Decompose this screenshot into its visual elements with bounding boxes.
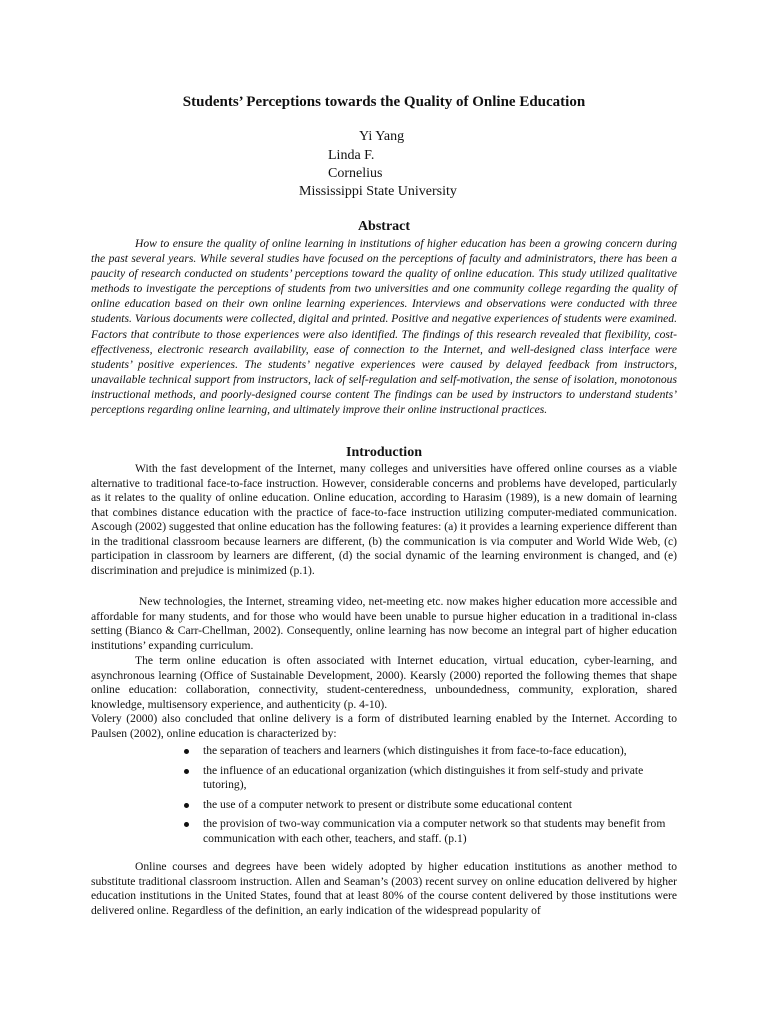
intro-paragraph-4: Volery (2000) also concluded that online delivery is a form of distributed learning enabled by the Internet. According to Paulsen (2002), online education is characterized by:: [91, 712, 677, 740]
author-name-2: Linda F.: [328, 148, 375, 163]
intro-paragraph-5: Online courses and degrees have been widely adopted by higher education institutions as another method to substitute traditional classroom instruction. Allen and Seaman’s (2003) recent survey on online education delivered by higher education institutions in the United States, found that at least 80% of the course content delivered by those institutions were delivered online. Regardless of the definition, an early indication of the widespread popularity of: [91, 860, 677, 917]
introduction-heading: Introduction: [346, 445, 422, 460]
bullet-icon: [184, 822, 189, 827]
list-item-text: the influence of an educational organization (which distinguishes it from self-study and private tutoring),: [203, 763, 644, 791]
bullet-icon: [184, 769, 189, 774]
intro-paragraph-1: With the fast development of the Internet, many colleges and universities have offered online courses as a viable alternative to traditional face-to-face instruction. However, considerable concerns and problems have developed, particularly as it relates to the quality of online education. Online education, according to Harasim (1989), is a new domain of learning that combines distance education with the practice of face-to-face instruction utilizing computer-mediated communication. Ascough (2002) suggested that online education has the following features: (a) it provides a learning experience different than in the traditional classroom because learners are different, (b) the communication is via computer and World Wide Web, (c) participation in classroom by learners are different, (d) the social dynamic of the learning environment is changed, and (e) discrimination and prejudice is minimized (p.1).: [91, 462, 677, 577]
list-item: [181, 817, 681, 846]
list-item: [181, 798, 681, 813]
abstract-heading: Abstract: [357, 219, 411, 234]
list-item-text: the use of a computer network to present or distribute some educational content: [203, 797, 572, 811]
author-affiliation: Mississippi State University: [299, 184, 457, 199]
list-item: [181, 764, 681, 793]
list-item-text: the provision of two-way communication via a computer network so that students may benefit from communication with each other, teachers, and staff. (p.1): [203, 817, 666, 845]
paper-title: Students’ Perceptions towards the Quality of Online Education: [182, 94, 586, 110]
list-item-text: the separation of teachers and learners (which distinguishes it from face-to-face education),: [203, 744, 627, 757]
characteristics-list: [181, 744, 681, 851]
intro-paragraph-3: The term online education is often associated with Internet education, virtual education, cyber-learning, and asynchronous learning (Office of Sustainable Development, 2000). Kearsly (2000) reported the following themes that shape online education: collaboration, connectivity, student-centeredness, unboundedness, community, exploration, shared knowledge, multisensory experience, and authenticity (p. 4-10).: [91, 654, 677, 711]
intro-paragraph-2: New technologies, the Internet, streaming video, net-meeting etc. now makes higher education more accessible and affordable for many students, and for those who would have been unable to pursue higher education in a traditional in-class setting (Bianco & Carr-Chellman, 2002). Consequently, online learning has now become an integral part of higher education institutions’ expanding curriculum.: [91, 595, 677, 652]
abstract-text: How to ensure the quality of online learning in institutions of higher education has been a growing concern during the past several years. While several studies have focused on the perceptions of faculty and administrators, there has been a paucity of research conducted on students’ perceptions toward the quality of online education. This study utilized qualitative methods to investigate the perceptions of students from two universities and one community college regarding the quality of online education based on their own online learning experiences. Interviews and observations were conducted with three students. Various documents were collected, digital and printed. Positive and negative experiences of students were examined. Factors that contribute to those experiences were also identified. The findings of this research revealed that flexibility, cost-effectiveness, electronic research availability, ease of connection to the Internet, and well-designed class interface were students’ positive experiences. The students’ negative experiences were caused by delayed feedback from instructors, unavailable technical support from instructors, lack of self-regulation and self-motivation, the sense of isolation, monotonous instructional methods, and poorly-designed course content The findings can be used by instructors to understand students’ perceptions regarding online learning, and ultimately improve their online instructional practices.: [91, 237, 677, 417]
bullet-icon: [184, 803, 189, 808]
list-item: [181, 744, 681, 759]
author-name-1: Yi Yang: [359, 129, 405, 144]
bullet-icon: [184, 749, 189, 754]
author-name-3: Cornelius: [328, 166, 383, 181]
